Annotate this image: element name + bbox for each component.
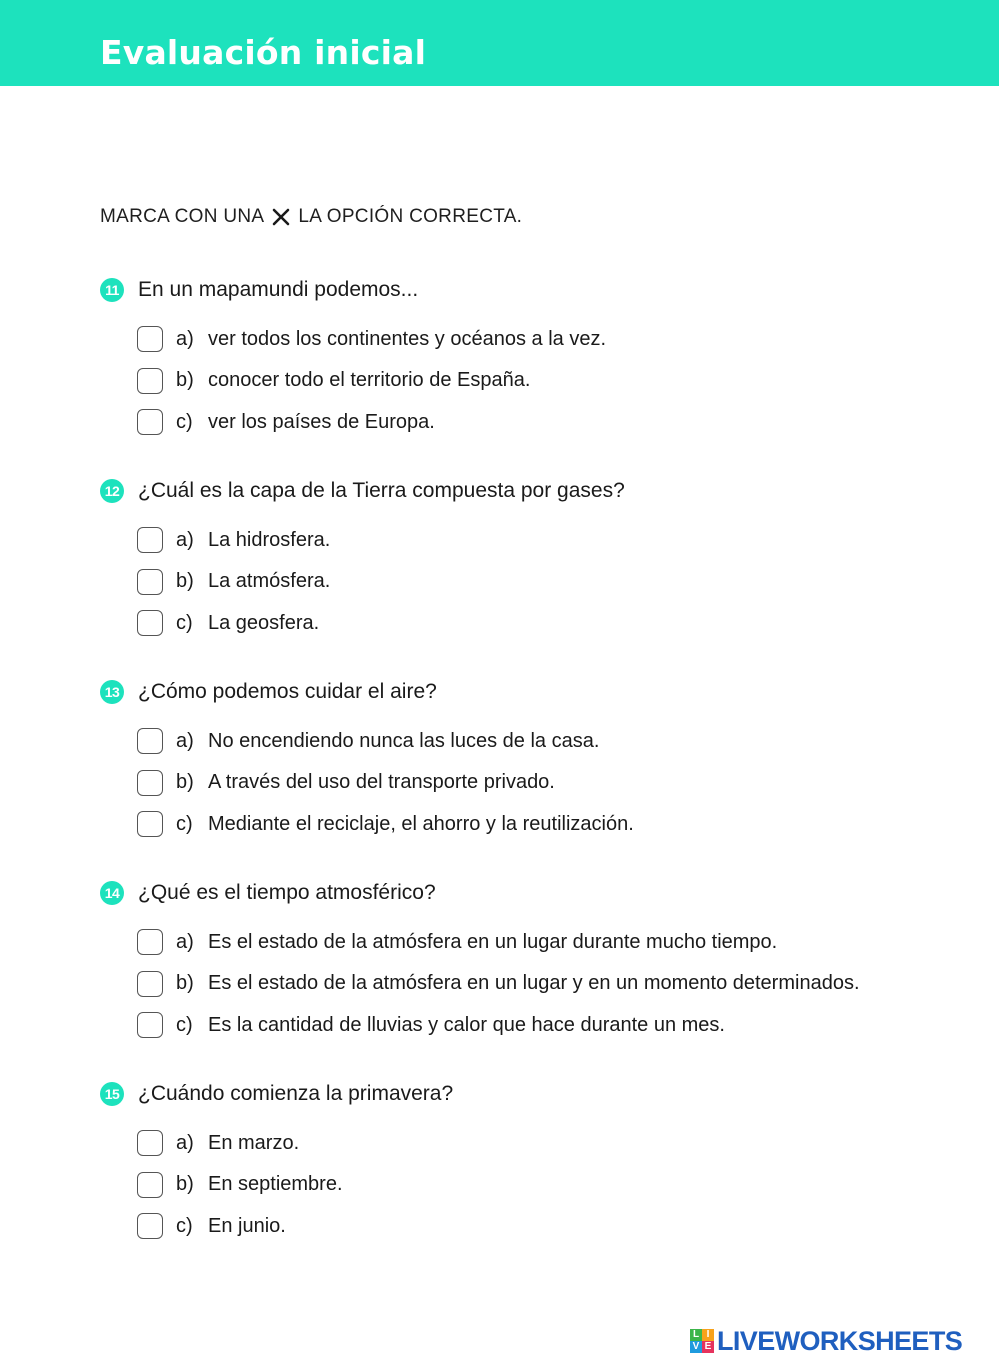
instruction — [100, 206, 522, 228]
question-number-badge: 13 — [100, 680, 124, 704]
option-letter: b) — [176, 771, 194, 793]
option-text: En junio. — [208, 1214, 286, 1237]
answer-checkbox[interactable] — [137, 1172, 163, 1198]
question-11 — [100, 276, 606, 449]
option-letter: b) — [176, 570, 194, 592]
option-text: ver los países de Europa. — [208, 410, 435, 433]
answer-checkbox[interactable] — [137, 409, 163, 435]
option-a — [137, 726, 634, 756]
liveworksheets-logo-icon: L I V E — [690, 1329, 714, 1353]
option-text: Es el estado de la atmósfera en un lugar durante mucho tiempo. — [208, 930, 778, 953]
option-letter: c) — [176, 1013, 193, 1036]
option-text: La atmósfera. — [208, 570, 331, 592]
option-letter: a) — [176, 930, 194, 953]
question-text: ¿Qué es el tiempo atmosférico? — [138, 881, 436, 904]
option-c — [137, 809, 634, 839]
question-text: En un mapamundi podemos... — [138, 278, 419, 301]
option-c — [137, 1211, 453, 1241]
page-title: Evaluación inicial — [100, 33, 427, 72]
option-text: Es el estado de la atmósfera en un lugar y en un momento determinados. — [208, 972, 860, 994]
option-letter: b) — [176, 369, 194, 391]
question-text: ¿Cómo podemos cuidar el aire? — [138, 680, 437, 703]
answer-checkbox[interactable] — [137, 811, 163, 837]
option-letter: a) — [176, 1131, 194, 1154]
option-letter: c) — [176, 812, 193, 835]
option-a — [137, 525, 625, 555]
option-text: No encendiendo nunca las luces de la casa. — [208, 729, 600, 752]
option-letter: c) — [176, 1214, 193, 1237]
question-15 — [100, 1080, 453, 1253]
answer-checkbox[interactable] — [137, 368, 163, 394]
option-text: La geosfera. — [208, 611, 320, 634]
option-letter: c) — [176, 410, 193, 433]
option-letter: a) — [176, 327, 194, 350]
instruction-text-after: LA OPCIÓN CORRECTA. — [298, 206, 523, 227]
option-letter: c) — [176, 611, 193, 634]
option-a — [137, 1128, 453, 1158]
answer-checkbox[interactable] — [137, 326, 163, 352]
option-text: La hidrosfera. — [208, 528, 331, 551]
answer-checkbox[interactable] — [137, 569, 163, 595]
option-b — [137, 768, 634, 798]
answer-checkbox[interactable] — [137, 728, 163, 754]
liveworksheets-brand[interactable] — [690, 1326, 962, 1356]
x-mark-icon — [271, 207, 291, 227]
option-b — [137, 969, 860, 999]
option-letter: a) — [176, 528, 194, 551]
answer-checkbox[interactable] — [137, 971, 163, 997]
answer-checkbox[interactable] — [137, 770, 163, 796]
instruction-text-before: MARCA CON UNA — [100, 206, 265, 227]
answer-checkbox[interactable] — [137, 527, 163, 553]
question-number-badge: 11 — [100, 278, 124, 302]
question-text: ¿Cuál es la capa de la Tierra compuesta por gases? — [138, 479, 625, 502]
option-text: conocer todo el territorio de España. — [208, 369, 531, 391]
question-number-badge: 14 — [100, 881, 124, 905]
answer-checkbox[interactable] — [137, 929, 163, 955]
option-c — [137, 1010, 860, 1040]
option-text: A través del uso del transporte privado. — [208, 771, 555, 793]
option-letter: a) — [176, 729, 194, 752]
option-b — [137, 567, 625, 597]
option-text: En marzo. — [208, 1131, 300, 1154]
question-14 — [100, 879, 860, 1052]
option-text: En septiembre. — [208, 1173, 343, 1195]
option-c — [137, 407, 606, 437]
question-number-badge: 15 — [100, 1082, 124, 1106]
option-a — [137, 324, 606, 354]
answer-checkbox[interactable] — [137, 610, 163, 636]
option-c — [137, 608, 625, 638]
option-text: Es la cantidad de lluvias y calor que hace durante un mes. — [208, 1013, 725, 1036]
answer-checkbox[interactable] — [137, 1012, 163, 1038]
brand-text: LIVEWORKSHEETS — [717, 1325, 963, 1356]
answer-checkbox[interactable] — [137, 1130, 163, 1156]
question-number-badge: 12 — [100, 479, 124, 503]
option-b — [137, 1170, 453, 1200]
option-text: Mediante el reciclaje, el ahorro y la reutilización. — [208, 812, 634, 835]
question-13 — [100, 678, 634, 851]
question-12 — [100, 477, 625, 650]
question-text: ¿Cuándo comienza la primavera? — [138, 1082, 454, 1105]
option-letter: b) — [176, 972, 194, 994]
option-letter: b) — [176, 1173, 194, 1195]
answer-checkbox[interactable] — [137, 1213, 163, 1239]
option-b — [137, 366, 606, 396]
option-a — [137, 927, 860, 957]
option-text: ver todos los continentes y océanos a la vez. — [208, 327, 607, 350]
